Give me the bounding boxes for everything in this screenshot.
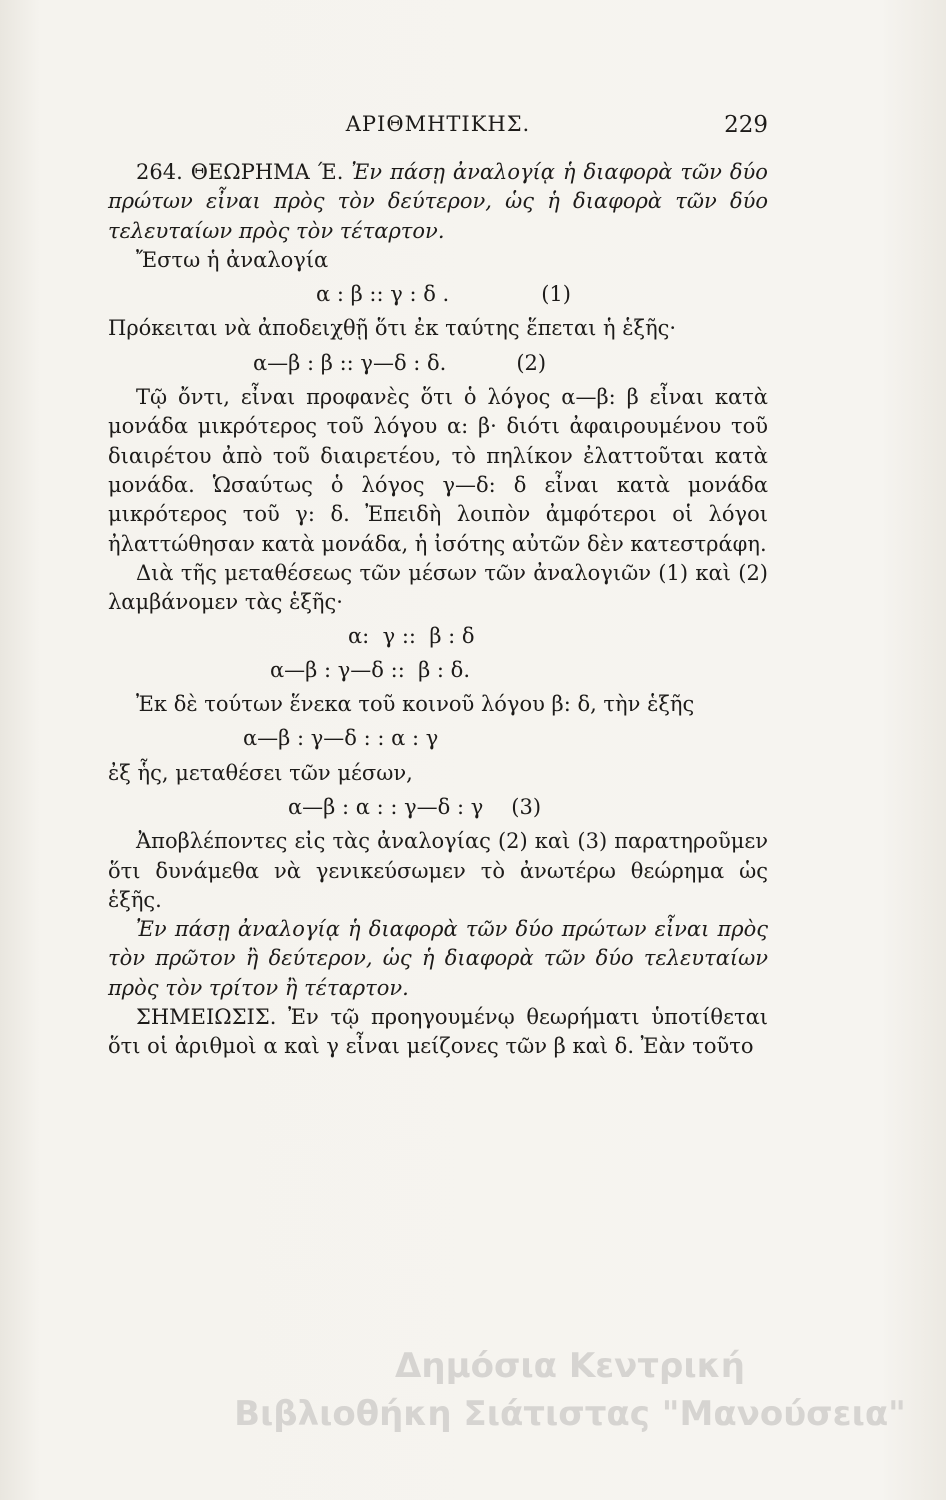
running-title: ΑΡΙΘΜΗΤΙΚΗΣ. [345,112,531,136]
equation-2-expr: α—β : β :: γ—δ : δ. [253,350,447,375]
remark-text: Ἐν τῷ προηγουμένῳ θεωρήματι ὑποτίθεται ὅτι οἱ ἀριθμοὶ α καὶ γ εἶναι μείζονες τῶν β καὶ δ. Ἐὰν τοῦτο [108,1005,768,1059]
from-which-text: ἐξ ἧς, μεταθέσει τῶν μέσων, [108,760,413,785]
equation-3a: α: γ :: β : δ [348,624,475,649]
equation-1 [108,280,768,309]
equation-1-expr: α : β :: γ : δ . [316,282,450,307]
generalized-theorem: Ἐν πάσῃ ἀναλογίᾳ ἡ διαφορὰ τῶν δύο πρώτων εἶναι πρὸς τὸν πρῶτον ἢ δεύτερον, ὡς ἡ διαφορὰ τῶν δύο τελευταίων πρὸς τὸν τρίτον ἢ τέταρτον. [108,917,768,1000]
theorem-statement: Ἐν πάσῃ ἀναλογίᾳ ἡ διαφορὰ τῶν δύο πρώτων εἶναι πρὸς τὸν δεύτερον, ὡς ἡ διαφορὰ τῶν δύο τελευταίων πρὸς τὸν τέταρτον. [108,160,768,243]
equation-3b: α—β : γ—δ :: β : δ. [270,657,471,682]
equation-2-tag: (2) [516,350,547,375]
claim-text: Πρόκειται νὰ ἀποδειχθῇ ὅτι ἐκ ταύτης ἕπεται ἡ ἑξῆς· [108,316,677,341]
equation-1-tag: (1) [541,282,571,307]
transposition-paragraph: Διὰ τῆς μεταθέσεως τῶν μέσων τῶν ἀναλογιῶν (1) καὶ (2) λαμβάνομεν τὰς ἑξῆς· [108,560,768,615]
common-ratio-text: Ἐκ δὲ τούτων ἕνεκα τοῦ κοινοῦ λόγου β: δ, τὴν ἑξῆς [136,692,695,717]
equation-5-tag: (3) [511,794,542,819]
observation-paragraph: Ἀποβλέποντες εἰς τὰς ἀναλογίας (2) καὶ (3) παρατηροῦμεν ὅτι δυνάμεθα νὰ γενικεύσωμεν τὸ ἀνωτέρω θεώρημα ὡς ἑξῆς. [108,829,768,912]
equation-5 [108,793,768,822]
equation-5-expr: α—β : α : : γ—δ : γ [288,794,484,819]
page-header [108,112,768,146]
theorem-paragraph [108,158,768,246]
watermark-line-1: Δημόσια Κεντρική [395,1346,745,1386]
proof-paragraph: Τῷ ὄντι, εἶναι προφανὲς ὅτι ὁ λόγος α—β: β εἶναι κατὰ μονάδα μικρότερος τοῦ λόγου α: β· διότι ἀφαιρουμένου τοῦ διαιρέτου ἀπὸ τοῦ διαιρετέου, τὸ πηλίκον ἐλαττοῦται κατὰ μονάδα. Ὡσαύτως ὁ λόγος γ—δ: δ εἶναι κατὰ μονάδα μικρότερος τοῦ γ: δ. Ἐπειδὴ λοιπὸν ἀμφότεροι οἱ λόγοι ἠλαττώθησαν κατὰ μονάδα, ἡ ἰσότης αὐτῶν δὲν κατεστράφη. [108,385,768,556]
equation-4: α—β : γ—δ : : α : γ [243,726,439,751]
page-body [108,158,768,1062]
watermark-line-2: Βιβλιοθήκη Σιάτιστας "Μανούσεια" [234,1394,906,1434]
theorem-number: 264. [136,160,183,184]
remark-label: ΣΗΜΕΙΩΣΙΣ. [136,1005,277,1030]
remark-paragraph [108,1003,768,1062]
theorem-label: ΘΕΩΡΗΜΑ Έ. [190,160,344,184]
intro-text: Ἔστω ἡ ἀναλογία [136,247,329,272]
equation-2 [108,349,768,378]
library-watermark [210,1342,930,1438]
page-number: 229 [724,112,768,138]
